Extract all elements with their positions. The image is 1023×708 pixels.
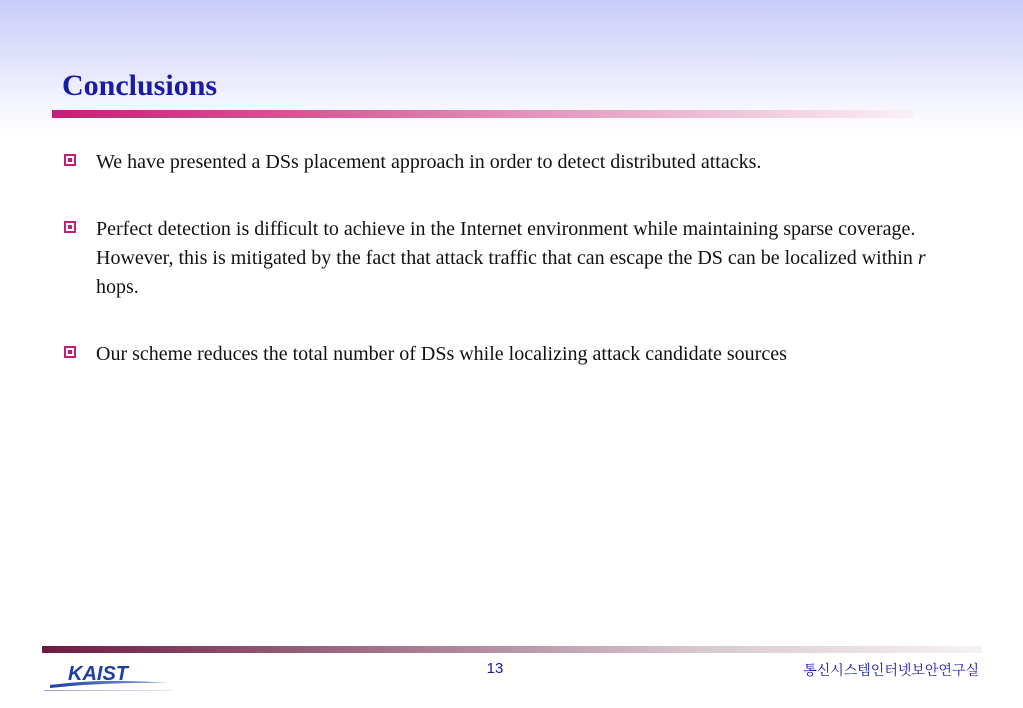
kaist-logo: [44, 658, 174, 692]
footer-divider: [42, 646, 982, 653]
bullet-text: [96, 218, 926, 298]
square-bullet-icon: [64, 221, 76, 233]
slide-title: Conclusions: [62, 69, 218, 102]
title-divider: [52, 110, 914, 118]
bullet-text: We have presented a DSs placement approach in order to detect distributed attacks.: [96, 151, 762, 173]
bullet-text-italic: r: [917, 247, 926, 269]
bullet-list: [64, 148, 944, 407]
bullet-item: [64, 340, 944, 369]
bullet-item: [64, 148, 944, 177]
bullet-item: [64, 215, 944, 302]
bullet-text: Our scheme reduces the total number of DSs while localizing attack candidate sources: [96, 343, 787, 365]
logo-underline: [44, 690, 172, 691]
square-bullet-icon: [64, 346, 76, 358]
square-bullet-icon: [64, 154, 76, 166]
lab-name: 통신시스템인터넷보안연구실: [803, 663, 979, 679]
bullet-text-part: hops.: [96, 276, 139, 298]
bullet-text-part: Perfect detection is difficult to achieve in the Internet environment while maintaining sparse coverage. However, this is mitigated by the fact that attack traffic that can escape the DS can be localized within: [96, 218, 918, 269]
page-number: 13: [486, 660, 504, 677]
logo-text: KAIST: [68, 663, 128, 685]
